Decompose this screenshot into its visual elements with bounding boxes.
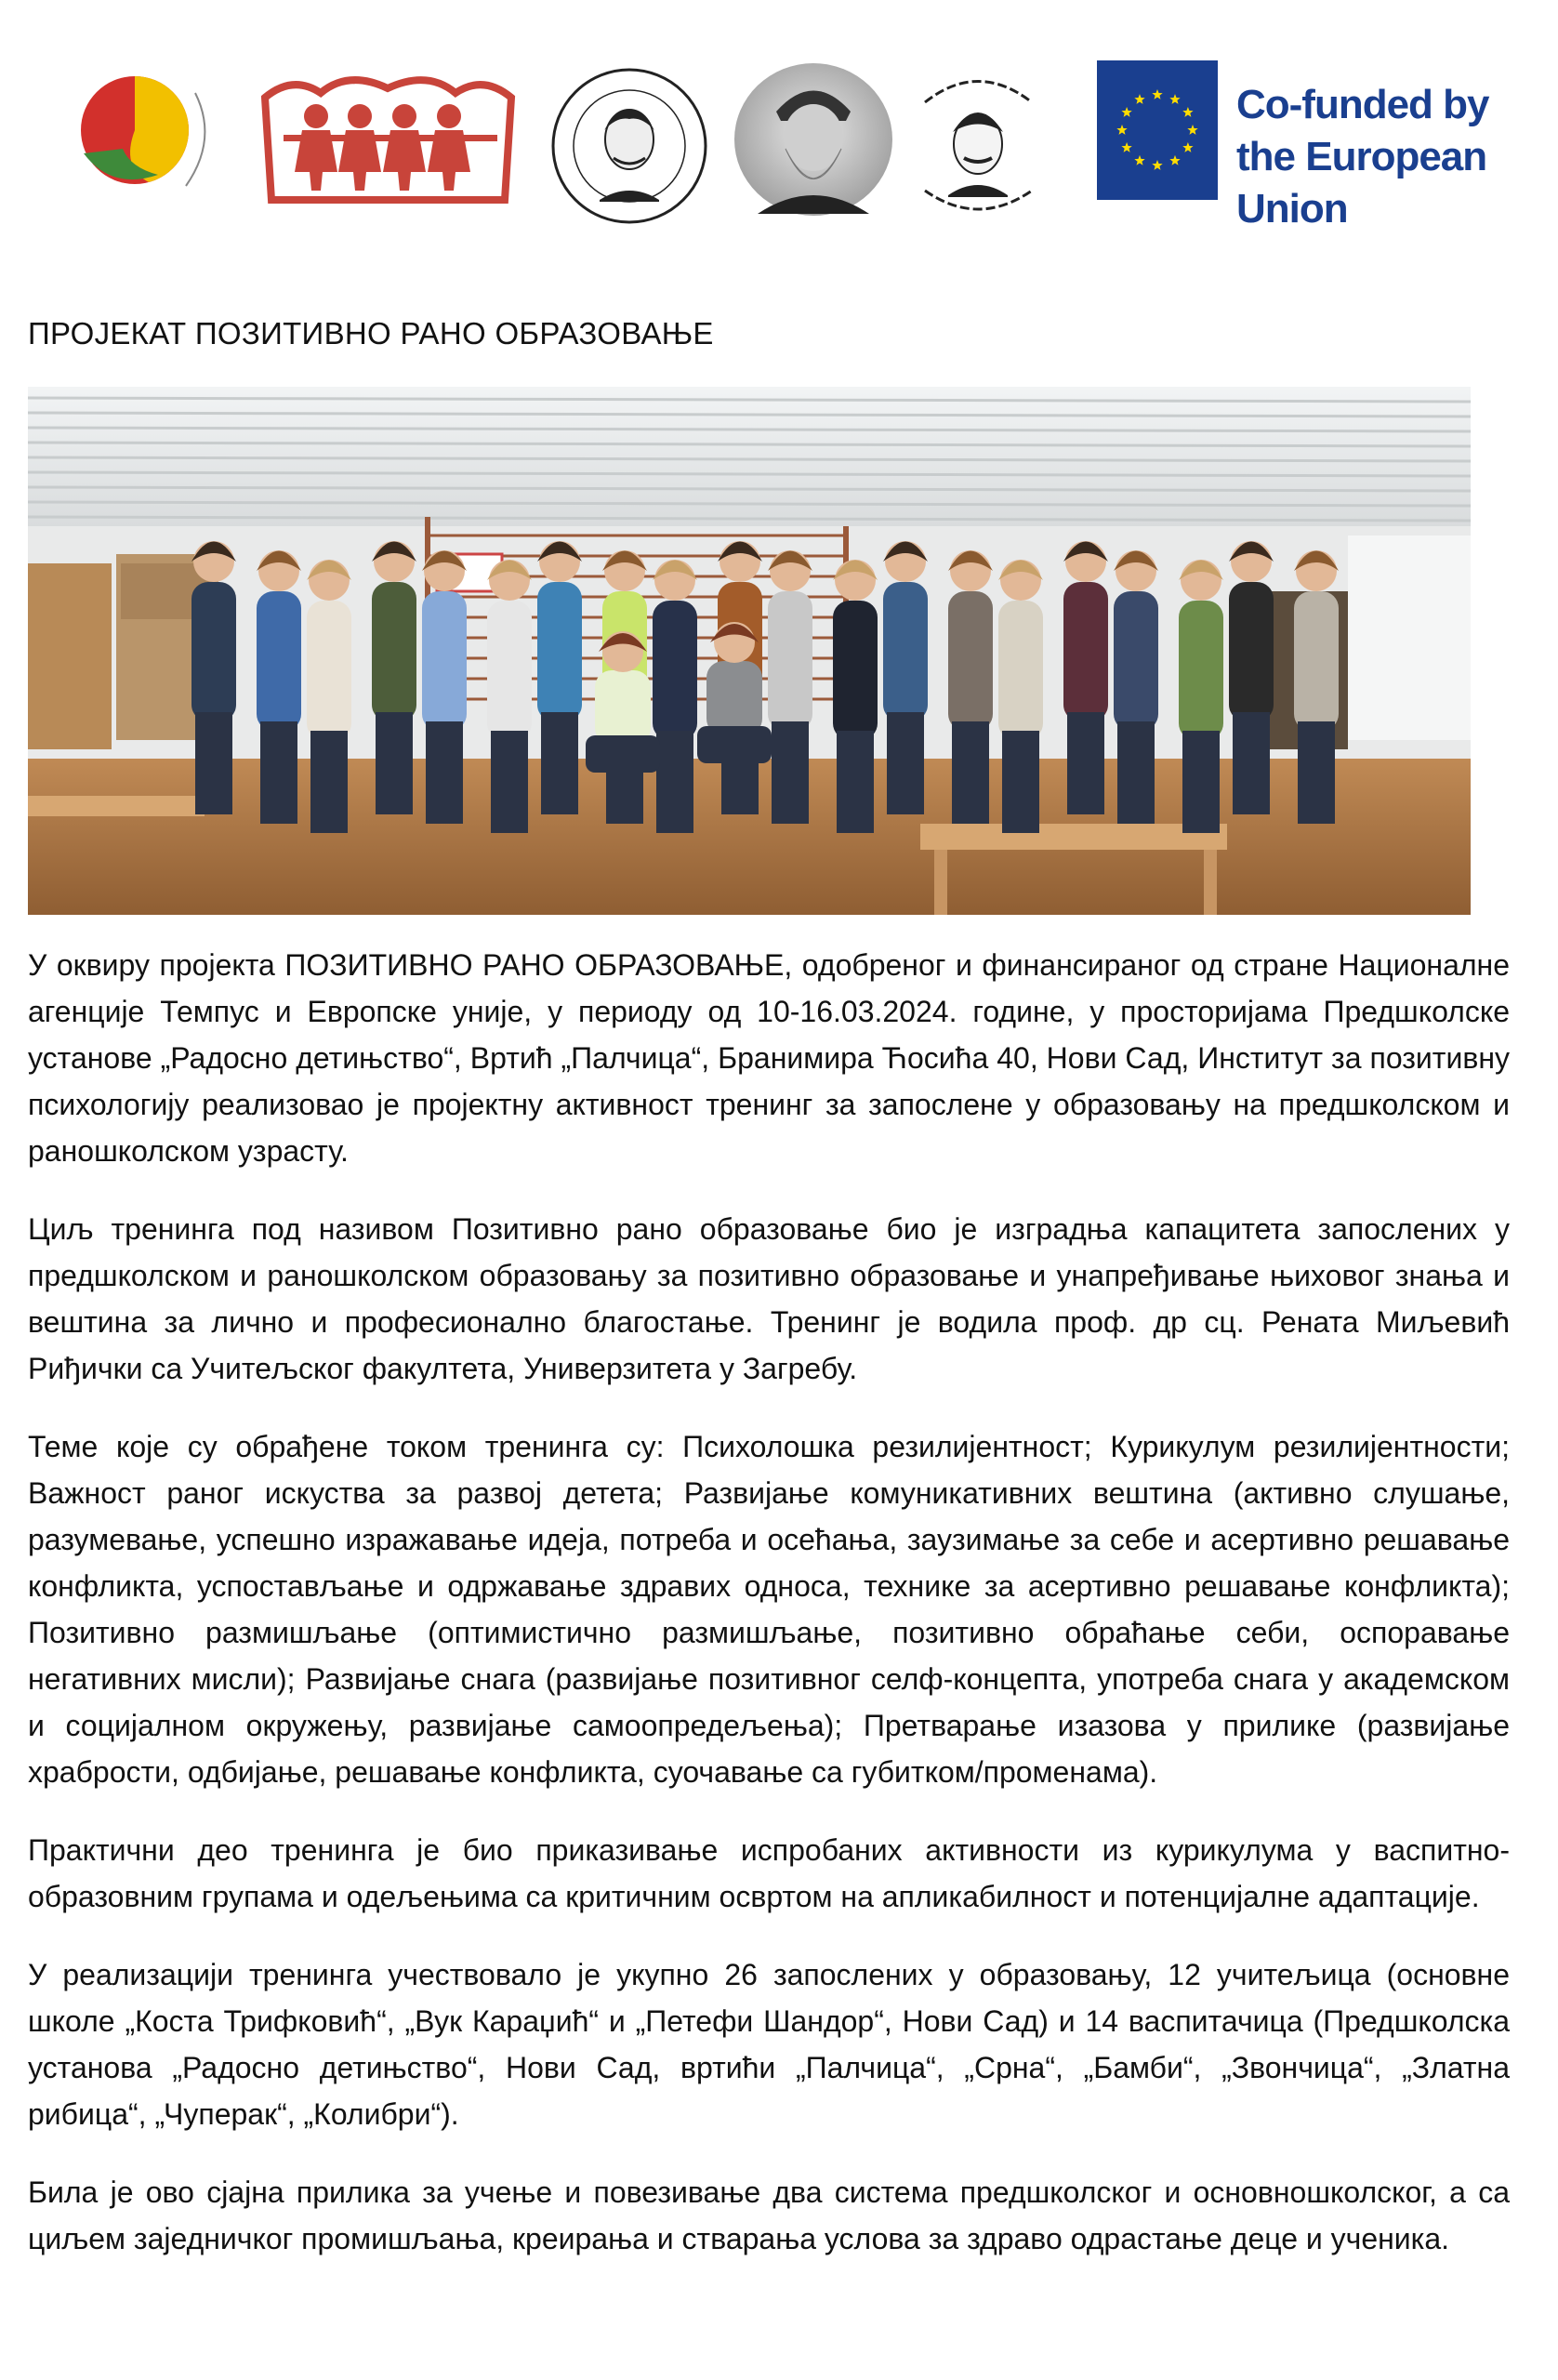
paragraph-practical: Практични део тренинга је био приказивање испробаних активности из курикулума у васпитно-образовним групама и одељењима са критичним освртом на апликабилност и потенцијалне адаптације. <box>28 1833 1510 1913</box>
group-photo <box>28 387 1471 915</box>
paragraph-closing: Била је ово сјајна прилика за учење и повезивање два система предшколског и основношколског, а са циљем заједничког промишљања, креирања и стварања услова за здраво одрастање деце и ученика. <box>28 2175 1510 2255</box>
paragraph-participants: У реализацији тренинга учествовало је укупно 26 запослених у образовању, 12 учитељица (основне школе „Коста Трифковић“, „Вук Караџић“ и „Петефи Шандор“, Нови Сад) и 14 васпитачица (Предшколска установа „Радосно детињство“, Нови Сад, вртићи „Палчица“, „Срна“, „Бамби“, „Звончица“, „Златна рибица“, „Чуперак“, „Колибри“). <box>28 1958 1510 2131</box>
eu-line-1: Co-funded by <box>1236 82 1489 127</box>
eu-flag-icon <box>1097 60 1218 200</box>
page-title: ПРОЈЕКАТ ПОЗИТИВНО РАНО ОБРАЗОВАЊЕ <box>28 316 714 350</box>
paragraph-intro: У оквиру пројекта ПОЗИТИВНО РАНО ОБРАЗОВАЊЕ, одобреног и финансираног од стране Националне агенције Темпус и Европске уније, у периоду од 10-16.03.2024. године, у просторијама Предшколске установе „Радосно детињство“, Вртић „Палчица“, Бранимира Ћосића 40, Нови Сад, Институт за позитивну психологију реализовао је пројектну активност тренинг за запослене у образовању на предшколском и раношколском узрасту. <box>28 948 1510 1168</box>
paragraph-topics: Теме које су обрађене током тренинга су: Психолошка резилијентност; Курикулум резилијентности; Важност раног искуства за развој детета; Развијање комуникативних вештина (активно слушање, разумевање, успешно изражавање идеја, потреба и осећања, заузимање за себе и асертивно решавање конфликта, успостављање и одржавање здравих односа, технике за асертивно решавање конфликта); Позитивно размишљање (оптимистично размишљање, позитивно обраћање себи, оспоравање негативних мисли); Развијање снага (развијање позитивног селф-концепта, употреба снага у академском и социјалном окружењу, развијање самоопредељења); Претварање изазова у прилике (развијање храбрости, одбијање, решавање конфликта, суочавање са губитком/променама). <box>28 1430 1510 1789</box>
kosta-trifkovic-school-seal <box>897 65 1060 228</box>
partner-logos <box>56 46 1506 231</box>
eu-line-2: the European Union <box>1236 134 1487 231</box>
eu-cofunded-label <box>1236 79 1515 235</box>
radosno-detinjstvo-logo <box>256 70 521 209</box>
vuk-karadzic-portrait <box>725 56 902 218</box>
paragraph-goal: Циљ тренинга под називом Позитивно рано образовање био је изградња капацитета запослених у предшколском и раношколском образовању за позитивно образовање и унапређивање њиховог знања и вештина за лично и професионално благостање. Тренинг је водила проф. др сц. Рената Миљевић Риђички са Учитељског факултета, Универзитета у Загребу. <box>28 1212 1510 1385</box>
article-body <box>28 942 1510 2294</box>
institute-positive-psychology-logo <box>56 65 223 205</box>
petefi-sandor-school-seal <box>548 65 711 228</box>
